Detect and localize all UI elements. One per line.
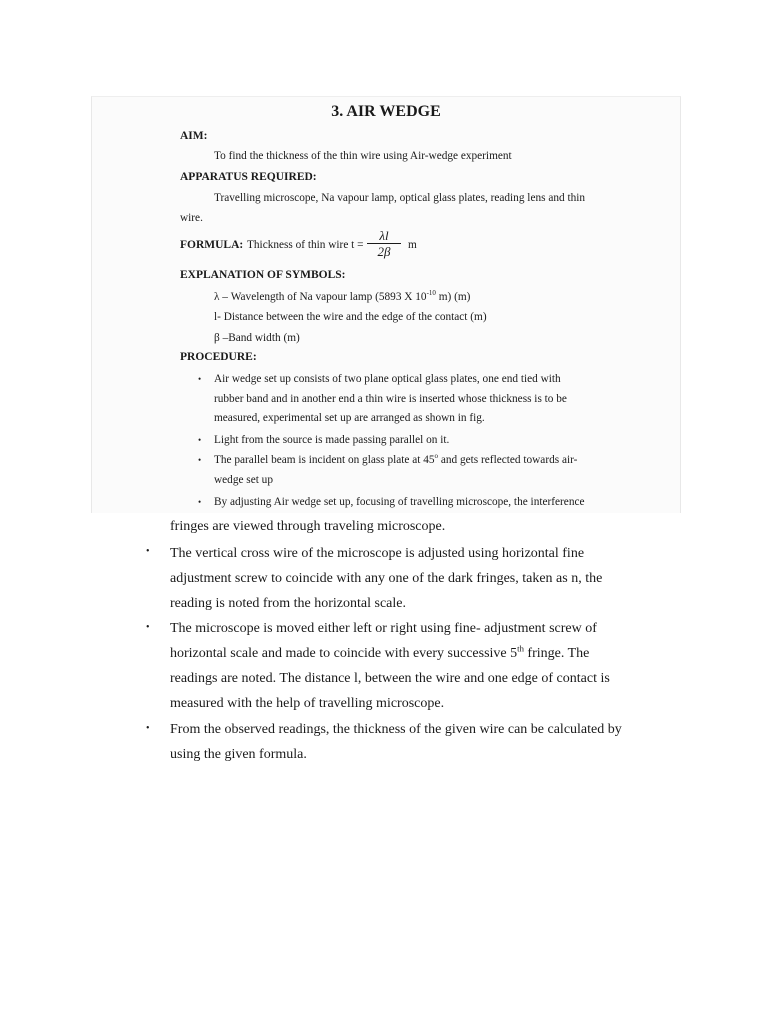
procedure-1-line3: measured, experimental set up are arranged as shown in fig. <box>214 412 485 424</box>
bullet-icon: • <box>198 435 202 445</box>
continuation-line: fringes are viewed through traveling microscope. <box>170 519 446 534</box>
aim-text: To find the thickness of the thin wire using Air-wedge experiment <box>214 150 512 162</box>
procedure-3-line2: wedge set up <box>214 474 273 486</box>
procedure-3-line1 <box>214 453 577 467</box>
step-3-line1: From the observed readings, the thickness of the given wire can be calculated by <box>170 722 622 737</box>
step-1-line3: reading is noted from the horizontal scale. <box>170 596 406 611</box>
bullet-icon: • <box>198 455 202 465</box>
procedure-1-line1: Air wedge set up consists of two plane optical glass plates, one end tied with <box>214 373 561 385</box>
page-title: 3. AIR WEDGE <box>331 103 441 120</box>
apparatus-text-line2: wire. <box>180 212 203 224</box>
procedure-3-text-b: and gets reflected towards air- <box>438 454 578 466</box>
apparatus-heading: APPARATUS REQUIRED: <box>180 171 317 183</box>
aim-heading: AIM: <box>180 130 208 142</box>
bullet-icon: • <box>146 546 150 557</box>
bullet-icon: • <box>198 497 202 507</box>
step-1-line1: The vertical cross wire of the microscope is adjusted using horizontal fine <box>170 546 585 561</box>
formula-fraction <box>367 228 401 259</box>
procedure-1-line2: rubber band and in another end a thin wire is inserted whose thickness is to be <box>214 393 567 405</box>
step-1-line2: adjustment screw to coincide with any one of the dark fringes, taken as n, the <box>170 571 603 586</box>
step-2-line3: readings are noted. The distance l, between the wire and one edge of contact is <box>170 671 610 686</box>
procedure-4-line1: By adjusting Air wedge set up, focusing of travelling microscope, the interference <box>214 496 585 508</box>
symbol-l: l- Distance between the wire and the edge of the contact (m) <box>214 311 487 323</box>
step-2-text-b: fringe. The <box>523 646 590 661</box>
bullet-icon: • <box>146 622 150 633</box>
symbol-lambda-unit: m) (m) <box>435 291 471 303</box>
procedure-heading: PROCEDURE: <box>180 351 257 363</box>
step-2-line4: measured with the help of travelling microscope. <box>170 696 445 711</box>
step-2-line1: The microscope is moved either left or right using fine- adjustment screw of <box>170 621 597 636</box>
procedure-3-text-a: The parallel beam is incident on glass plate at 45 <box>214 454 435 466</box>
symbol-beta: β –Band width (m) <box>214 332 300 344</box>
formula-heading: FORMULA: <box>180 239 244 251</box>
apparatus-text-line1: Travelling microscope, Na vapour lamp, optical glass plates, reading lens and thin <box>214 192 586 204</box>
symbol-lambda-text: λ – Wavelength of Na vapour lamp (5893 X 10 <box>214 291 427 303</box>
bullet-icon: • <box>146 723 150 734</box>
formula-unit: m <box>408 239 417 251</box>
symbols-heading: EXPLANATION OF SYMBOLS: <box>180 269 346 281</box>
symbol-lambda-exponent: -10 <box>426 289 436 298</box>
step-3-line2: using the given formula. <box>170 747 307 762</box>
procedure-2-line1: Light from the source is made passing parallel on it. <box>214 434 450 446</box>
ordinal-sup: th <box>517 643 524 654</box>
scanned-page-image <box>91 96 681 513</box>
formula-numerator: λl <box>367 228 401 244</box>
step-2-line2 <box>170 645 589 663</box>
formula-denominator: 2β <box>377 244 391 259</box>
formula-text: Thickness of thin wire t = <box>247 239 364 251</box>
symbol-lambda <box>214 290 470 304</box>
degree-sup: o <box>434 452 439 461</box>
step-2-text-a: horizontal scale and made to coincide with every successive 5 <box>170 646 518 661</box>
bullet-icon: • <box>198 374 202 384</box>
